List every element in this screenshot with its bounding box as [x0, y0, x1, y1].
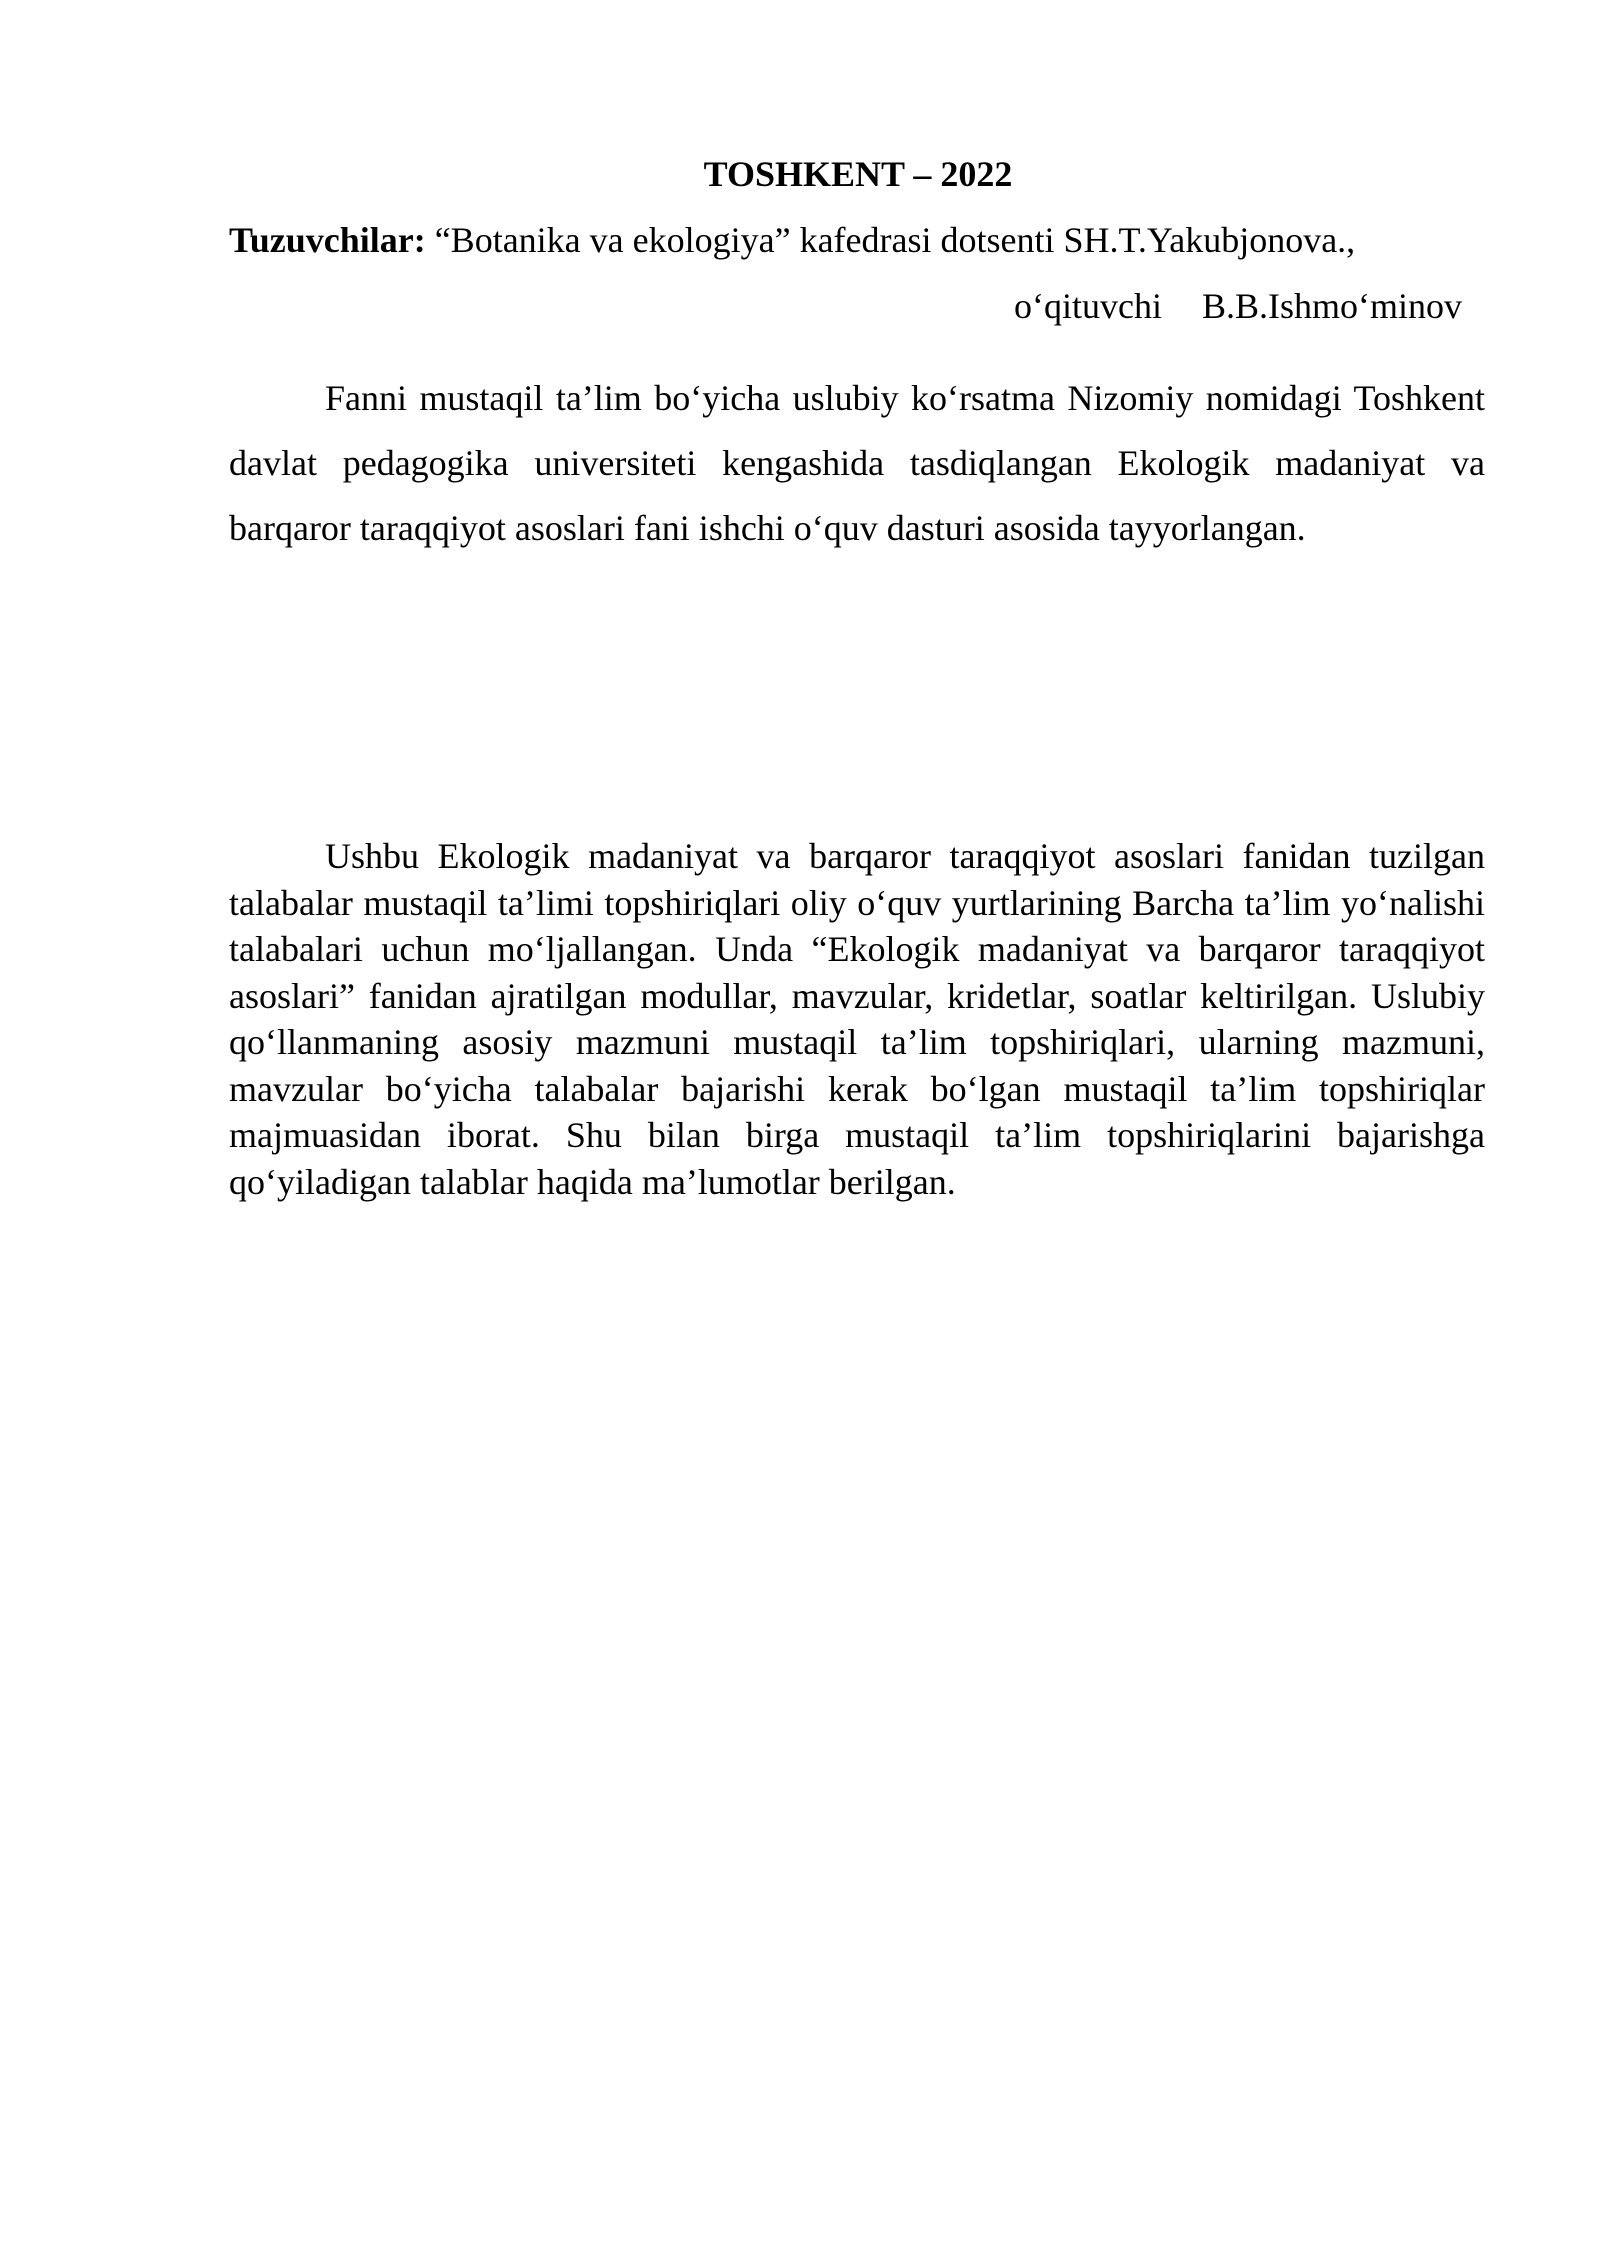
authors-line1-text: “Botanika va ekologiya” kafedrasi dotsenti SH.T.Yakubjonova., [425, 220, 1356, 260]
author2-name: B.B.Ishmo‘minov [1201, 286, 1462, 326]
authors-label: Tuzuvchilar: [229, 220, 426, 260]
author2-role: o‘qituvchi [1014, 286, 1162, 326]
authors-line2 [1014, 284, 1462, 328]
description-paragraph: Ushbu Ekologik madaniyat va barqaror taraqqiyot asoslari fanidan tuzilgan talabalar mustaqil ta’limi topshiriqlari oliy o‘quv yurtlarining Barcha ta’lim yo‘nalishi talabalari uchun mo‘ljallangan. Unda “Ekologik madaniyat va barqaror taraqqiyot asoslari” fanidan ajratilgan modullar, mavzular, kridetlar, soatlar keltirilgan. Uslubiy qo‘llanmaning asosiy mazmuni mustaqil ta’lim topshiriqlari, ularning mazmuni, mavzular bo‘yicha talabalar bajarishi kerak bo‘lgan mustaqil ta’lim topshiriqlar majmuasidan iborat. Shu bilan birga mustaqil ta’lim topshiriqlarini bajarishga qo‘yiladigan talablar haqida ma’lumotlar berilgan. [229, 836, 1485, 1202]
page-title: TOSHKENT – 2022 [703, 154, 1013, 194]
approval-paragraph: Fanni mustaqil ta’lim bo‘yicha uslubiy ko‘rsatma Nizomiy nomidagi Toshkent davlat pedagogika universiteti kengashida tasdiqlangan Ekologik madaniyat va barqaror taraqqiyot asoslari fani ishchi o‘quv dasturi asosida tayyorlangan. [229, 378, 1485, 548]
authors-line [229, 218, 1355, 262]
